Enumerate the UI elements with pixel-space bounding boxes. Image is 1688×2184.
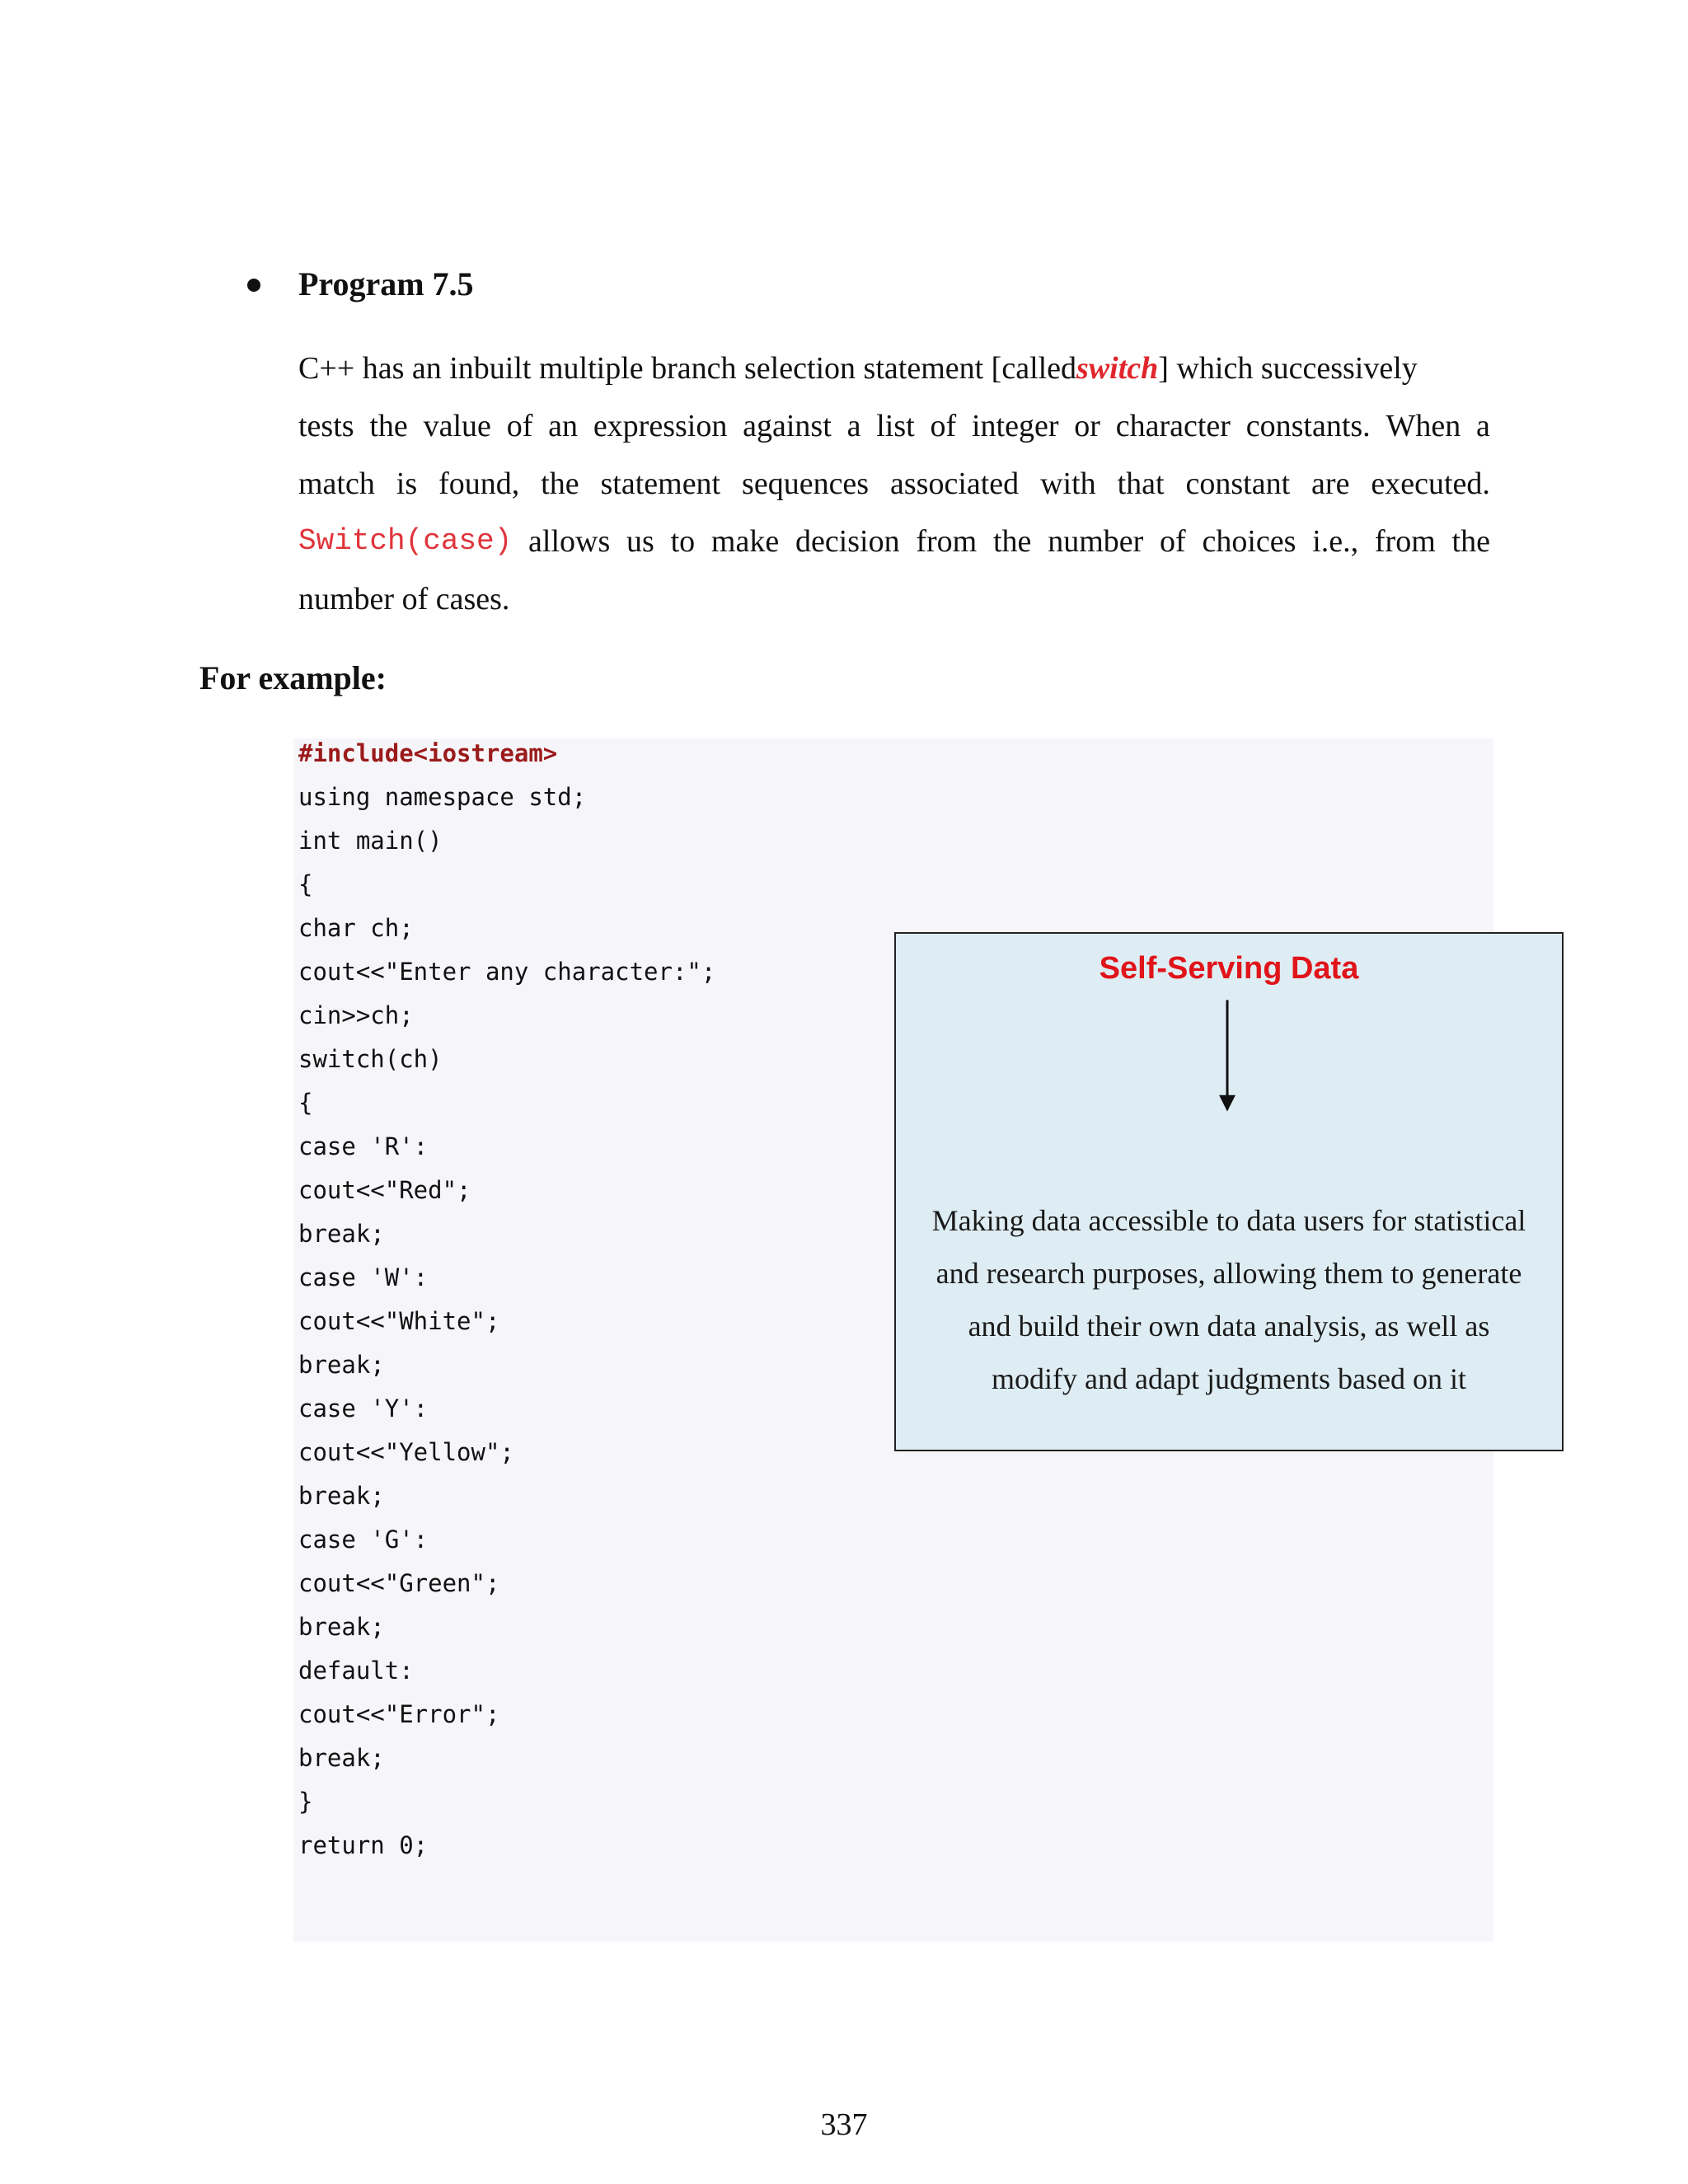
- paragraph-word: of: [506, 409, 533, 443]
- paragraph-word: us: [626, 524, 654, 559]
- paragraph-word: choices: [1202, 524, 1296, 559]
- code-line: return 0;: [298, 1831, 429, 1859]
- code-line: case 'Y':: [298, 1394, 429, 1422]
- paragraph-line-2: [298, 407, 1490, 445]
- code-line: cout<<"Enter any character:";: [298, 958, 716, 986]
- code-line: {: [298, 870, 313, 898]
- paragraph-word: integer: [971, 409, 1059, 443]
- switch-case-code: Switch(case): [298, 524, 513, 558]
- paragraph-word: the: [541, 466, 579, 501]
- code-line: cin>>ch;: [298, 1001, 414, 1029]
- callout-body-line: modify and adapt judgments based on it: [992, 1362, 1466, 1395]
- code-line: #include<iostream>: [298, 739, 558, 767]
- paragraph-word: make: [710, 524, 780, 559]
- code-line: cout<<"Error";: [298, 1700, 500, 1728]
- code-line: break;: [298, 1351, 385, 1379]
- page-number: 337: [820, 2107, 868, 2142]
- paragraph-word: sequences: [742, 466, 870, 501]
- paragraph-word: an: [548, 409, 579, 443]
- paragraph-word: to: [670, 524, 696, 559]
- code-line: case 'R':: [298, 1132, 429, 1160]
- paragraph-line-3: [298, 465, 1490, 503]
- code-line: break;: [298, 1482, 385, 1510]
- code-line: break;: [298, 1744, 385, 1772]
- code-line: cout<<"White";: [298, 1307, 500, 1335]
- code-line: cout<<"Red";: [298, 1176, 471, 1204]
- code-line: {: [298, 1089, 313, 1117]
- code-line: default:: [298, 1657, 414, 1685]
- bullet-point: [247, 279, 260, 292]
- example-heading: For example:: [199, 659, 387, 696]
- paragraph-word: found,: [438, 466, 520, 501]
- code-line: cout<<"Green";: [298, 1569, 500, 1597]
- paragraph-word: value: [423, 409, 491, 443]
- paragraph-line-4: [298, 523, 1490, 560]
- paragraph-word: tests: [298, 409, 354, 443]
- code-lines: [298, 738, 715, 1874]
- callout-body-line: and build their own data analysis, as well as: [968, 1310, 1490, 1343]
- switch-keyword: switch: [1076, 351, 1159, 386]
- program-heading: Program 7.5: [298, 265, 474, 302]
- code-line: case 'W':: [298, 1263, 429, 1291]
- paragraph-word: associated: [890, 466, 1020, 501]
- paragraph-text: C++ has an inbuilt multiple branch selection statement [called: [298, 351, 1077, 386]
- paragraph-word: the: [1451, 524, 1490, 559]
- callout-body-line: and research purposes, allowing them to generate: [935, 1257, 1522, 1290]
- self-serving-data-callout: [894, 932, 1564, 1451]
- paragraph-word: from: [916, 524, 978, 559]
- paragraph-text: ] which successively: [1158, 351, 1418, 386]
- paragraph-word: statement: [600, 466, 721, 501]
- paragraph-word: that: [1117, 466, 1165, 501]
- paragraph-word: number: [1048, 524, 1144, 559]
- paragraph-word: decision: [795, 524, 900, 559]
- paragraph-word: or: [1074, 409, 1100, 443]
- paragraph-word: executed.: [1371, 466, 1490, 501]
- paragraph-word: with: [1040, 466, 1096, 501]
- paragraph-word: constant: [1185, 466, 1291, 501]
- paragraph-word: the: [993, 524, 1032, 559]
- paragraph-word: of: [930, 409, 957, 443]
- paragraph-word: constants.: [1245, 409, 1371, 443]
- code-line: char ch;: [298, 914, 414, 942]
- paragraph-word: list: [876, 409, 915, 443]
- down-arrow-icon: [896, 1000, 1562, 1115]
- paragraph-word: a: [1476, 409, 1490, 443]
- callout-title: Self-Serving Data: [1099, 951, 1359, 986]
- code-line: cout<<"Yellow";: [298, 1438, 514, 1466]
- code-line: switch(ch): [298, 1045, 443, 1073]
- paragraph-word: match: [298, 466, 375, 501]
- paragraph-word: a: [846, 409, 861, 443]
- code-line: break;: [298, 1613, 385, 1641]
- paragraph-line-5: number of cases.: [298, 582, 510, 616]
- code-line: break;: [298, 1220, 385, 1248]
- paragraph-word: are: [1311, 466, 1350, 501]
- paragraph-word: against: [743, 409, 832, 443]
- paragraph-word: i.e.,: [1312, 524, 1359, 559]
- paragraph-line-1: [298, 349, 1490, 387]
- paragraph-word: from: [1374, 524, 1436, 559]
- paragraph-word: character: [1115, 409, 1231, 443]
- code-line: int main(): [298, 827, 443, 855]
- callout-body: [896, 1194, 1562, 1405]
- paragraph-word: of: [1160, 524, 1186, 559]
- code-line: }: [298, 1788, 313, 1816]
- paragraph-word: expression: [593, 409, 728, 443]
- callout-body-line: Making data accessible to data users for statistical: [931, 1204, 1526, 1237]
- paragraph-word: is: [396, 466, 418, 501]
- code-line: using namespace std;: [298, 783, 587, 811]
- paragraph-word: allows: [528, 524, 611, 559]
- code-line: case 'G':: [298, 1526, 429, 1554]
- paragraph-word: the: [369, 409, 408, 443]
- paragraph-word: When: [1386, 409, 1461, 443]
